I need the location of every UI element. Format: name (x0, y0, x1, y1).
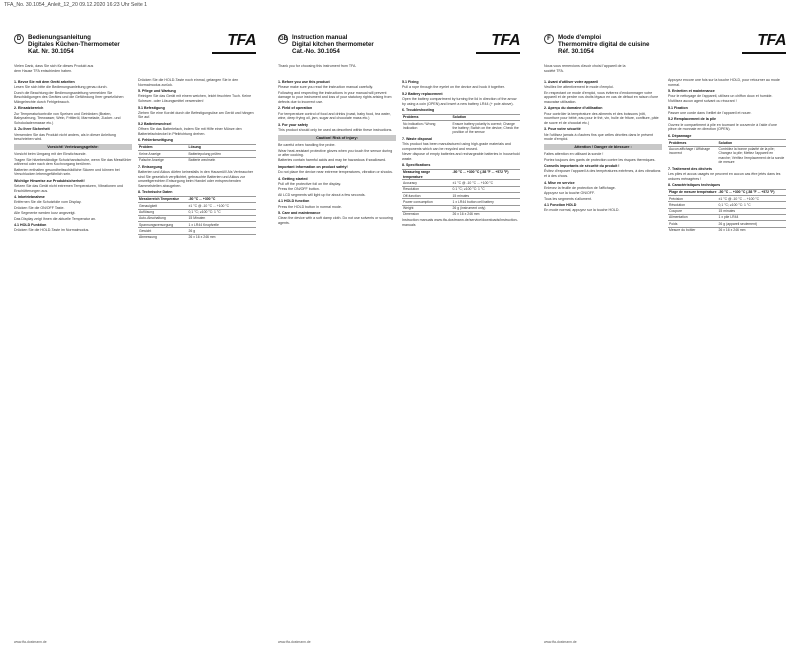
table-cell: Auto-Abschaltung (138, 215, 188, 221)
table-cell: 26 x 16 x 246 mm (188, 234, 256, 240)
section-heading: Conseils importants de sécurité du produit ! (544, 164, 620, 169)
table-cell: 15 Minuten (188, 215, 256, 221)
intro-text: Thank you for choosing this instrument from TFA. (278, 64, 357, 68)
section-heading: 4.1 Fonction HOLD (544, 203, 577, 208)
intro-text: Vielen Dank, dass Sie sich für dieses Produkt aus dem Hause TFA entschieden haben. (14, 64, 94, 73)
paragraph: Batteries contain harmful acids and may be hazardous if swallowed. (278, 158, 387, 163)
paragraph: Veuillez lire attentivement le mode d'emploi. (544, 85, 614, 90)
table-cell: Plage de mesure température (669, 190, 717, 195)
paragraph: Ne l'utilisez jamais à d'autres fins que celles décrites dans le présent mode d'emploi. (544, 132, 654, 142)
paragraph: Be careful when handling the probe. (278, 143, 336, 148)
section-heading: 5. Entretien et maintenance (668, 89, 715, 94)
section-heading: 1. Bevor Sie mit dem Gerät arbeiten (14, 80, 75, 84)
section-heading: 5. Care and maintenance (278, 211, 321, 216)
paragraph: Press the HOLD button in normal mode. (278, 204, 342, 209)
title-line: Digital kitchen thermometer (292, 41, 374, 48)
paragraph: Please make sure you read the instruction manual carefully. (278, 85, 374, 90)
section-heading: 3. Pour votre sécurité (544, 127, 581, 132)
paragraph: Drücken Sie die ON/OFF Taste. (14, 205, 65, 210)
brand-logo: TFA (757, 32, 786, 49)
section-heading: Wichtige Hinweise zur Produktsicherheit! (14, 178, 85, 183)
language-flag: F (544, 34, 554, 44)
table-cell: 0,1 °C; ≥100 °C: 1 °C (718, 202, 786, 208)
manual-sheet-gb (270, 14, 528, 650)
table-cell: Problems (402, 114, 452, 120)
table-cell: ±1 °C @ -10 °C ... +100 °C (188, 203, 256, 209)
section-heading: 4. Inbetriebnahme (14, 195, 45, 200)
print-header: TFA_No. 30.1054_Anleit_12_20 09.12.2020 16:23 Uhr Seite 1 (4, 2, 148, 8)
section-heading: 4. Mise en service (544, 180, 575, 185)
manual-title (558, 34, 668, 55)
table-cell: Falsche Anzeige (138, 157, 188, 163)
paragraph: Faites attention en utilisant la sonde ! (544, 152, 604, 157)
title-line: Thermomètre digital de cuisine (558, 41, 650, 48)
caution-box: Vorsicht! Verletzungsgefahr: (14, 144, 132, 151)
table-cell: 26 g (appareil seulement) (718, 221, 786, 227)
paragraph: Clean the device with a soft damp cloth. Do not use solvents or scouring agents. (278, 216, 393, 225)
paragraph: Lesen Sie sich bitte die Bedienungsanleitung genau durch. (14, 85, 108, 90)
table-cell: 26 g (instrument only) (452, 205, 520, 211)
paragraph: Wear heat-resistant protective gloves when you touch the sensor during or after cooking. (278, 148, 393, 158)
table-cell: Solution (718, 140, 786, 146)
table-cell: 26 g (188, 228, 256, 234)
spec-table (138, 144, 256, 163)
table-cell: Alimentation (668, 214, 718, 220)
text-column-right (402, 78, 520, 626)
paragraph: For temperature control of food and drinks (roast, baby food, tea water, wine, deep frying oil, jam, sugar and chocolate mass etc.) (278, 111, 391, 121)
table-cell: 1 x pile LR44 (718, 214, 786, 220)
paragraph: Instruction manuals www.tfa-dostmann.de/service/downloads/instruction-manuals (402, 218, 518, 227)
section-heading: 6. Troubleshooting (402, 108, 435, 113)
paragraph: Évitez d'exposer l'appareil à des températures extrêmes, à des vibrations et à des chocs. (544, 169, 661, 179)
section-heading: 5.1 Befestigung (138, 105, 165, 110)
title-line: Digitales Küchen-Thermometer (28, 41, 120, 48)
spec-table (402, 114, 520, 135)
section-heading: 7. Waste disposal (402, 136, 433, 141)
spec-table (138, 196, 256, 240)
table-cell: Problem (138, 144, 188, 150)
caution-box: Caution! Risk of injury: (278, 135, 396, 142)
title-line: Cat.-No. 30.1054 (292, 48, 340, 55)
paragraph: Durch die Beachtung der Bedienungsanleitung vermeiden Sie Beschädigungen des Gerätes und die Gefährdung Ihrer gesetzlichen Mängelrechte durch Fehlgebrauch. (14, 90, 124, 104)
paragraph: Setzen Sie das Gerät nicht extremen Temperaturen, Vibrationen und Erschütterungen aus. (14, 184, 123, 193)
section-heading: 4.1 HOLD function (278, 199, 310, 204)
manual-title (292, 34, 402, 55)
manual-sheet-f (536, 14, 794, 650)
table-row (402, 169, 520, 180)
paragraph: All LCD segments will light up for about a few seconds. (278, 192, 366, 197)
section-heading: 5.1 Fixation (668, 105, 688, 110)
table-cell: No indication / Wrong indication (402, 121, 452, 135)
table-cell: Genauigkeit (138, 203, 188, 209)
section-heading: 2. Field of operation (278, 106, 313, 111)
paragraph: Alle Segmente werden kurz angezeigt. (14, 211, 76, 216)
section-heading: 6. Fehlerbeseitigung (138, 138, 173, 143)
table-row (402, 121, 520, 135)
table-cell: Messbereich Temperatur (138, 196, 188, 202)
paragraph: This product should only be used as described within these instructions. (278, 127, 393, 132)
table-row (138, 157, 256, 163)
section-heading: 7. Entsorgung (138, 164, 163, 169)
text-column-left (278, 78, 396, 626)
table-cell: Spannungsversorgung (138, 222, 188, 228)
table-cell: Solution (452, 114, 520, 120)
table-cell: Dimension (402, 211, 452, 217)
table-cell: -50 °C ... +300 °C (-58 °F ... +572 °F) (452, 169, 520, 180)
paragraph: Following and respecting the instructions in your manual will prevent damage to your instrument and loss of your statutory rights arising from defects due to incorrect use. (278, 90, 392, 104)
section-heading: 3. For your safety (278, 122, 308, 127)
section-heading: 5.1 Fixing (402, 80, 419, 84)
section-heading: 1. Avant d'utiliser votre appareil (544, 80, 599, 84)
footer-url: www.tfa-dostmann.de (14, 640, 47, 644)
table-cell: Précision (668, 196, 718, 202)
title-line: Bedienungsanleitung (28, 34, 91, 41)
table-cell: Batterie wechseln (188, 157, 256, 163)
section-heading: 1. Before you use this product (278, 80, 330, 84)
paragraph: Pull off the protective foil on the display. (278, 182, 341, 187)
table-cell: 26 x 16 x 246 mm (452, 211, 520, 217)
spec-table (402, 169, 520, 217)
paragraph: Pour le nettoyage de l'appareil, utilisez un chiffon doux et humide. N'utilisez aucun agent solvant ou récurant ! (668, 94, 773, 103)
paragraph: Do not place the device near extreme temperatures, vibration or shocks. (278, 170, 393, 175)
paragraph: Entfernen Sie die Schutzfolie vom Display. (14, 200, 82, 205)
spec-table (668, 189, 786, 233)
paragraph: Passer une corde dans l'œillet de l'appareil et nouer. (668, 110, 752, 115)
table-cell: Lösung (188, 144, 256, 150)
table-cell: Problèmes (668, 140, 718, 146)
title-line: Instruction manual (292, 34, 348, 41)
paragraph: Vorsicht beim Umgang mit der Einstichsonde. (14, 152, 87, 157)
language-flag: GB (279, 36, 288, 42)
section-heading: 5.2 Battery replacement (402, 91, 443, 96)
language-flag: D (14, 34, 24, 44)
paragraph: Öffnen Sie das Batteriefach, indem Sie mit Hilfe einer Münze den Batteriefachdeckel in Pfeilrichtung drehen. (138, 127, 242, 136)
paragraph: Batterien und Akkus dürfen keinesfalls in den Hausmüll! Als Verbraucher sind Sie gesetzlich verpflichtet, gebrauchte Batterien und Akkus zur umweltgerechten Entsorgung beim Handel oder entsprechenden Sammelstellen abzugeben. (138, 169, 254, 188)
text-column-right (668, 78, 786, 626)
table-row (668, 146, 786, 165)
brand-logo: TFA (491, 32, 520, 49)
logo-underline (212, 52, 256, 54)
paragraph: Press the ON/OFF button. (278, 187, 320, 192)
caution-box: Attention ! Danger de blessure : (544, 144, 662, 151)
section-heading: 5. Pflege und Wartung (138, 89, 176, 94)
table-cell: Gewicht (138, 228, 188, 234)
section-heading: 8. Caractéristiques techniques (668, 183, 721, 188)
table-row (668, 227, 786, 233)
table-cell: -50 °C ... +300 °C (188, 196, 256, 202)
table-cell: Abmessung (138, 234, 188, 240)
section-heading: 6. Dépannage (668, 133, 692, 138)
logo-underline (742, 52, 786, 54)
table-cell: Mesure du boîtier (668, 227, 718, 233)
footer-url: www.tfa-dostmann.de (278, 640, 311, 644)
paragraph: Appuyez encore une fois sur la touche HOLD, pour retourner au mode normal. (668, 78, 780, 87)
paragraph: Das Display zeigt Ihnen die aktuelle Temperatur an. (14, 216, 97, 221)
intro-text: Nous vous remercions d'avoir choisi l'appareil de la société TFA. (544, 64, 626, 73)
table-cell: Ensure battery polarity is correct; Change the battery; Switch on the device; Check the position of the sensor (452, 121, 519, 135)
paragraph: Drücken Sie die HOLD-Taste noch einmal, gelangen Sie in den Normalmodus zurück. (138, 78, 239, 87)
spec-table (668, 139, 786, 164)
table-cell: 0.1 °C; ≥100 °C: 1 °C (452, 186, 520, 192)
table-cell: 1 x LR44 button cell battery (452, 199, 520, 205)
section-heading: Important information on product safety! (278, 165, 348, 170)
paragraph: Open the battery compartment by turning the lid in direction of the arrow by using a coin (OPEN) and insert a new battery LR44 (+ pole above). (402, 96, 517, 106)
manual-sheet-d (6, 14, 264, 650)
paragraph: Ziehen Sie eine Kordel durch die Befestigungsöse am Gerät und hängen Sie auf. (138, 110, 254, 120)
table-cell: -50 °C ... +300 °C (-58 °F ... +572 °F) (718, 189, 786, 195)
paragraph: Zur Temperaturkontrolle von Speisen und Getränken (Braten, Babynahrung, Teewasser, Wein, Frittieröl, Marmelade, Zucker- und Schokoladenmasse etc.) (14, 111, 121, 125)
table-cell: 15 minutes (452, 193, 520, 199)
text-column-left (14, 78, 132, 626)
table-cell: Poids (668, 221, 718, 227)
paragraph: Ouvrez le compartiment à pile en tournant le couvercle à l'aide d'une pièce de monnaie en direction (OPEN). (668, 122, 778, 132)
table-cell: ±1 °C @ -10 °C ... +100 °C (718, 196, 786, 202)
paragraph: Never dispose of empty batteries and rechargeable batteries in household waste. (402, 152, 520, 161)
table-cell: 0,1 °C; ≥100 °C: 1 °C (188, 209, 256, 215)
section-heading: 7. Traitement des déchets (668, 166, 712, 171)
brand-logo: TFA (227, 32, 256, 49)
table-cell: Résolution (668, 202, 718, 208)
table-cell: Contrôlez la bonne polarité de la pile; Changez la pile; Mettez l'appareil en marche; Vérifiez l'emplacement de la sonde de mesure (718, 147, 785, 164)
table-cell: Resolution (402, 186, 452, 192)
footer-url: www.tfa-dostmann.de (544, 640, 577, 644)
paragraph: Reinigen Sie das Gerät mit einem weichen, leicht feuchten Tuch. Keine Scheuer- oder Lösungsmittel verwenden! (138, 94, 252, 103)
section-heading: 2. Aperçu du domaine d'utilisation (544, 106, 603, 111)
table-cell: Accuracy (402, 180, 452, 186)
text-column-left (544, 78, 662, 626)
title-line: Réf. 30.1054 (558, 48, 594, 55)
table-cell: Aucun affichage / Affichage incorrect (668, 146, 718, 165)
paragraph: This product has been manufactured using high-grade materials and components which can be recycled and reused. (402, 142, 511, 151)
section-heading: 4. Getting started (278, 176, 308, 181)
section-heading: 2. Einsatzbereich (14, 106, 44, 111)
paragraph: Batterien enthalten gesundheitsschädliche Säuren und können bei Verschlucken lebensgefährlich sein. (14, 167, 120, 177)
paragraph: Drücken Sie die HOLD-Taste im Normalmodus. (14, 228, 90, 233)
paragraph: En mode normal, appuyez sur la touche HOLD. (544, 208, 620, 213)
table-cell: Batteriepolung prüfen (188, 151, 256, 157)
table-cell: Off-function (402, 193, 452, 199)
table-cell: 1 x LR44 Knopfzelle (188, 222, 256, 228)
section-heading: 8. Specifications (402, 163, 431, 168)
paragraph: En respectant ce mode d'emploi, vous éviterez d'endommager votre appareil et de perdre vos droits légaux en cas de défaut en raison d'une mauvaise utilisation. (544, 90, 659, 104)
table-cell: 26 x 16 x 246 mm (718, 227, 786, 233)
paragraph: Les piles et accus usagés ne peuvent en aucun cas être jetés dans les ordures ménagères ! (668, 171, 781, 181)
table-cell: Coupure (668, 208, 718, 214)
paragraph: Verwenden Sie das Produkt nicht anders, als in dieser Anleitung beschrieben wird. (14, 132, 116, 142)
table-row (402, 211, 520, 217)
table-cell: ±1 °C @ -10 °C ... +100 °C (452, 180, 520, 186)
table-cell: Keine Anzeige (138, 151, 188, 157)
paragraph: Pour contrôler la température des aliments et des boissons (rôti, nourriture pour bébé, eau pour le thé, vin, huile de friture, confiture, pâte de sucre et de chocolat etc.) (544, 111, 659, 125)
paragraph: Portez toujours des gants de protection contre les risques thermiques. (544, 157, 656, 162)
text-column-right (138, 78, 256, 626)
paragraph: Pull a rope through the eyelet on the device and hook it together. (402, 85, 505, 90)
section-heading: 4.1 HOLD Funktion (14, 223, 47, 228)
section-heading: 8. Technische Daten (138, 190, 173, 195)
table-cell: Measuring range temperature (402, 169, 452, 180)
title-line: Mode d'emploi (558, 34, 602, 41)
logo-underline (476, 52, 520, 54)
paragraph: Tragen Sie hitzebeständige Schutzhandschuhe, wenn Sie das Messfühler während oder nach dem Kochvorgang berühren. (14, 157, 132, 167)
paragraph: Tous les segments s'allument. (544, 196, 592, 201)
title-line: Kat. Nr. 30.1054 (28, 48, 74, 55)
section-heading: 3. Zu Ihrer Sicherheit (14, 127, 50, 132)
table-cell: Power consumption (402, 199, 452, 205)
manual-title (28, 34, 138, 55)
table-cell: Auflösung (138, 209, 188, 215)
table-row (138, 234, 256, 240)
table-cell: 15 minutes (718, 208, 786, 214)
section-heading: 5.2 Remplacement de la pile (668, 117, 716, 122)
section-heading: 5.2 Batteriewechsel (138, 121, 172, 126)
table-cell: Weight (402, 205, 452, 211)
paragraph: Enlevez la feuille de protection de l'affichage. (544, 185, 616, 190)
paragraph: Appuyez sur la touche ON/OFF. (544, 191, 595, 196)
